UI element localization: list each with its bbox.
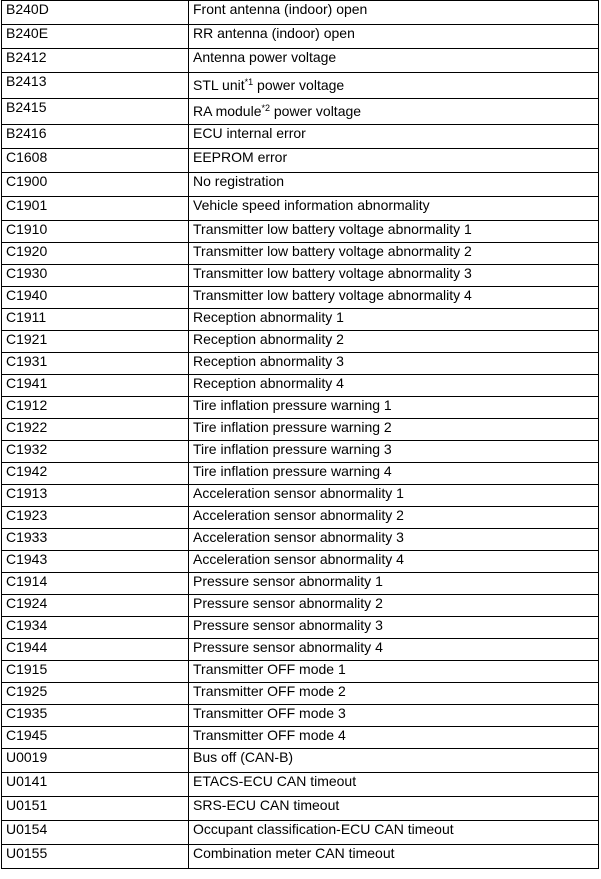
dtc-description-text: STL unit: [193, 77, 245, 93]
table-row: [2, 749, 599, 773]
dtc-description-cell: [189, 639, 599, 661]
table-row: [2, 221, 599, 243]
dtc-description-text: Occupant classification-ECU CAN timeout: [193, 821, 454, 837]
dtc-code-cell: B2412: [2, 49, 189, 73]
dtc-table-body: [2, 1, 599, 869]
dtc-description-cell: [189, 375, 599, 397]
dtc-code-cell: C1910: [2, 221, 189, 243]
dtc-description-cell: [189, 25, 599, 49]
dtc-code-cell: B240D: [2, 1, 189, 25]
table-row: [2, 441, 599, 463]
dtc-description-text: Acceleration sensor abnormality 1: [193, 485, 404, 501]
dtc-description-text: ECU internal error: [193, 125, 306, 141]
dtc-description-tail: power voltage: [253, 77, 345, 93]
dtc-description-text: Transmitter OFF mode 2: [193, 683, 346, 699]
dtc-description-cell: [189, 287, 599, 309]
dtc-description-cell: [189, 661, 599, 683]
dtc-code-cell: C1925: [2, 683, 189, 705]
dtc-description-cell: [189, 617, 599, 639]
table-row: [2, 375, 599, 397]
table-row: [2, 331, 599, 353]
dtc-code-cell: C1931: [2, 353, 189, 375]
dtc-description-cell: [189, 197, 599, 221]
dtc-code-cell: C1934: [2, 617, 189, 639]
table-row: [2, 617, 599, 639]
table-row: [2, 727, 599, 749]
dtc-description-cell: [189, 797, 599, 821]
dtc-code-cell: C1942: [2, 463, 189, 485]
table-row: [2, 125, 599, 149]
dtc-description-cell: [189, 821, 599, 845]
dtc-code-cell: C1935: [2, 705, 189, 727]
dtc-description-cell: [189, 265, 599, 287]
dtc-code-cell: C1900: [2, 173, 189, 197]
dtc-code-cell: C1940: [2, 287, 189, 309]
dtc-code-cell: C1941: [2, 375, 189, 397]
table-row: [2, 529, 599, 551]
dtc-code-cell: C1901: [2, 197, 189, 221]
table-row: [2, 49, 599, 73]
dtc-code-cell: U0151: [2, 797, 189, 821]
dtc-code-cell: C1912: [2, 397, 189, 419]
table-row: [2, 573, 599, 595]
dtc-code-cell: C1913: [2, 485, 189, 507]
table-row: [2, 149, 599, 173]
table-row: [2, 25, 599, 49]
table-row: [2, 797, 599, 821]
dtc-description-tail: power voltage: [270, 103, 362, 119]
table-row: [2, 683, 599, 705]
table-row: [2, 99, 599, 125]
dtc-description-cell: [189, 221, 599, 243]
dtc-code-cell: C1922: [2, 419, 189, 441]
table-row: [2, 595, 599, 617]
dtc-description-text: Vehicle speed information abnormality: [193, 197, 430, 213]
dtc-code-cell: C1932: [2, 441, 189, 463]
dtc-code-cell: U0154: [2, 821, 189, 845]
dtc-description-cell: [189, 173, 599, 197]
dtc-description-text: Tire inflation pressure warning 4: [193, 463, 392, 479]
dtc-code-cell: C1930: [2, 265, 189, 287]
dtc-code-cell: C1914: [2, 573, 189, 595]
dtc-description-cell: [189, 845, 599, 869]
dtc-description-text: Tire inflation pressure warning 2: [193, 419, 392, 435]
footnote-marker: *2: [261, 103, 270, 113]
table-row: [2, 551, 599, 573]
dtc-code-cell: C1923: [2, 507, 189, 529]
dtc-code-cell: B2415: [2, 99, 189, 125]
table-row: [2, 419, 599, 441]
dtc-description-text: Pressure sensor abnormality 3: [193, 617, 383, 633]
dtc-description-cell: [189, 551, 599, 573]
dtc-description-cell: [189, 331, 599, 353]
table-row: [2, 485, 599, 507]
dtc-description-text: Pressure sensor abnormality 2: [193, 595, 383, 611]
dtc-code-cell: C1945: [2, 727, 189, 749]
dtc-description-text: Pressure sensor abnormality 1: [193, 573, 383, 589]
dtc-description-text: Transmitter low battery voltage abnormality 3: [193, 265, 472, 281]
dtc-description-text: RR antenna (indoor) open: [193, 25, 355, 41]
table-row: [2, 639, 599, 661]
dtc-description-cell: [189, 243, 599, 265]
dtc-description-text: Tire inflation pressure warning 1: [193, 397, 392, 413]
table-row: [2, 197, 599, 221]
dtc-description-text: Bus off (CAN-B): [193, 749, 294, 765]
dtc-description-cell: [189, 419, 599, 441]
table-row: [2, 705, 599, 727]
dtc-description-text: Combination meter CAN timeout: [193, 845, 395, 861]
table-row: [2, 309, 599, 331]
table-row: [2, 661, 599, 683]
dtc-description-text: Transmitter low battery voltage abnormality 2: [193, 243, 472, 259]
dtc-description-text: No registration: [193, 173, 285, 189]
dtc-description-cell: [189, 595, 599, 617]
table-row: [2, 173, 599, 197]
dtc-description-text: Pressure sensor abnormality 4: [193, 639, 383, 655]
dtc-description-text: Antenna power voltage: [193, 49, 337, 65]
dtc-description-cell: [189, 99, 599, 125]
dtc-code-cell: C1920: [2, 243, 189, 265]
table-row: [2, 265, 599, 287]
dtc-description-text: Acceleration sensor abnormality 3: [193, 529, 404, 545]
dtc-description-text: Reception abnormality 4: [193, 375, 344, 391]
dtc-description-cell: [189, 353, 599, 375]
table-row: [2, 243, 599, 265]
dtc-description-text: Acceleration sensor abnormality 2: [193, 507, 404, 523]
dtc-description-cell: [189, 463, 599, 485]
dtc-description-text: Transmitter low battery voltage abnormality 4: [193, 287, 472, 303]
dtc-description-text: SRS-ECU CAN timeout: [193, 797, 340, 813]
table-row: [2, 1, 599, 25]
dtc-description-cell: [189, 149, 599, 173]
dtc-description-text: Acceleration sensor abnormality 4: [193, 551, 404, 567]
dtc-description-text: Transmitter OFF mode 3: [193, 705, 346, 721]
dtc-description-text: Front antenna (indoor) open: [193, 1, 368, 17]
dtc-code-cell: C1921: [2, 331, 189, 353]
dtc-table: [1, 0, 599, 869]
dtc-description-cell: [189, 1, 599, 25]
dtc-description-cell: [189, 529, 599, 551]
table-row: [2, 353, 599, 375]
dtc-code-cell: U0155: [2, 845, 189, 869]
dtc-description-cell: [189, 309, 599, 331]
dtc-description-text: Reception abnormality 2: [193, 331, 344, 347]
dtc-description-text: Tire inflation pressure warning 3: [193, 441, 392, 457]
dtc-code-cell: C1933: [2, 529, 189, 551]
dtc-description-cell: [189, 773, 599, 797]
table-row: [2, 73, 599, 99]
dtc-description-text: Transmitter OFF mode 1: [193, 661, 346, 677]
dtc-description-text: ETACS-ECU CAN timeout: [193, 773, 357, 789]
dtc-description-text: EEPROM error: [193, 149, 288, 165]
table-row: [2, 287, 599, 309]
dtc-code-cell: B2416: [2, 125, 189, 149]
dtc-description-cell: [189, 441, 599, 463]
table-row: [2, 773, 599, 797]
dtc-description-cell: [189, 705, 599, 727]
dtc-description-cell: [189, 749, 599, 773]
dtc-code-cell: B240E: [2, 25, 189, 49]
table-row: [2, 821, 599, 845]
dtc-description-cell: [189, 573, 599, 595]
dtc-code-cell: C1915: [2, 661, 189, 683]
dtc-description-cell: [189, 49, 599, 73]
dtc-code-cell: U0019: [2, 749, 189, 773]
dtc-code-cell: C1608: [2, 149, 189, 173]
dtc-description-cell: [189, 507, 599, 529]
dtc-description-text: RA module: [193, 103, 262, 119]
dtc-code-cell: B2413: [2, 73, 189, 99]
dtc-description-cell: [189, 125, 599, 149]
table-row: [2, 397, 599, 419]
dtc-description-text: Transmitter low battery voltage abnormality 1: [193, 221, 472, 237]
dtc-description-cell: [189, 485, 599, 507]
table-row: [2, 507, 599, 529]
table-row: [2, 463, 599, 485]
dtc-description-text: Reception abnormality 1: [193, 309, 344, 325]
dtc-description-text: Reception abnormality 3: [193, 353, 344, 369]
dtc-description-cell: [189, 727, 599, 749]
dtc-code-cell: U0141: [2, 773, 189, 797]
dtc-code-cell: C1943: [2, 551, 189, 573]
dtc-description-cell: [189, 73, 599, 99]
dtc-code-cell: C1944: [2, 639, 189, 661]
dtc-description-text: Transmitter OFF mode 4: [193, 727, 346, 743]
footnote-marker: *1: [244, 77, 254, 87]
dtc-description-cell: [189, 397, 599, 419]
dtc-code-cell: C1911: [2, 309, 189, 331]
dtc-description-cell: [189, 683, 599, 705]
table-row: [2, 845, 599, 869]
dtc-code-cell: C1924: [2, 595, 189, 617]
